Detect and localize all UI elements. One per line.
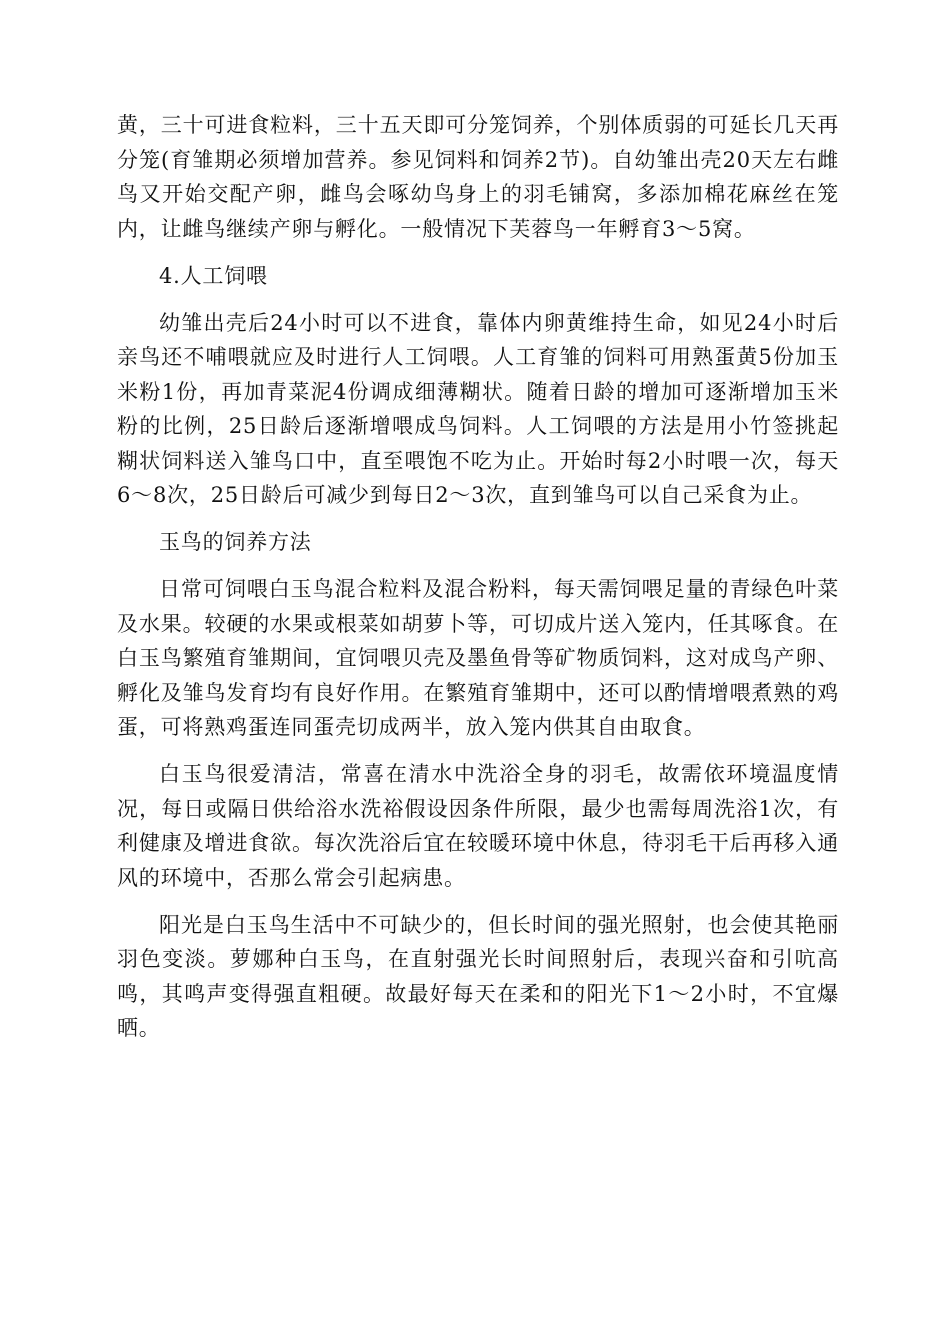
section-heading-jade-bird: 玉鸟的饲养方法	[159, 530, 312, 554]
document-body	[117, 108, 839, 1058]
paragraph-artificial-feeding: 幼雏出壳后24小时可以不进食，靠体内卵黄维持生命，如见24小时后亲鸟还不哺喂就应及时进行人工饲喂。人工育雏的饲料可用熟蛋黄5份加玉米粉1份，再加青菜泥4份调成细薄糊状。随着日龄的增加可逐渐增加玉米粉的比例，25日龄后逐渐增喂成鸟饲料。人工饲喂的方法是用小竹签挑起糊状饲料送入雏鸟口中，直至喂饱不吃为止。开始时每2小时喂一次，每天6～8次，25日龄后可减少到每日2～3次，直到雏鸟可以自己采食为止。	[117, 310, 839, 507]
section-heading-artificial-feeding: 4.人工饲喂	[159, 263, 268, 288]
paragraph-sunlight: 阳光是白玉鸟生活中不可缺少的，但长时间的强光照射，也会使其艳丽羽色变淡。萝娜种白玉鸟，在直射强光长时间照射后，表现兴奋和引吭高鸣，其鸣声变得强直粗硬。故最好每天在柔和的阳光下1～2小时，不宜爆晒。	[117, 912, 839, 1040]
paragraph-continuation: 黄，三十可进食粒料，三十五天即可分笼饲养，个别体质弱的可延长几天再分笼(育雏期必须增加营养。参见饲料和饲养2节)。自幼雏出壳20天左右雌鸟又开始交配产卵，雌鸟会啄幼鸟身上的羽毛铺窝，多添加棉花麻丝在笼内，让雌鸟继续产卵与孵化。一般情况下芙蓉鸟一年孵育3～5窝。	[117, 113, 839, 241]
paragraph-bathing: 白玉鸟很爱清洁，常喜在清水中洗浴全身的羽毛，故需依环境温度情况，每日或隔日供给浴水洗裕假设因条件所限，最少也需每周洗浴1次，有利健康及增进食欲。每次洗浴后宜在较暖环境中休息，待羽毛干后再移入通风的环境中，否那么常会引起病患。	[117, 762, 839, 890]
paragraph-daily-feeding: 日常可饲喂白玉鸟混合粒料及混合粉料，每天需饲喂足量的青绿色叶菜及水果。较硬的水果或根菜如胡萝卜等，可切成片送入笼内，任其啄食。在白玉鸟繁殖育雏期间，宜饲喂贝壳及墨鱼骨等矿物质饲料，这对成鸟产卵、孵化及雏鸟发育均有良好作用。在繁殖育雏期中，还可以酌情增喂煮熟的鸡蛋，可将熟鸡蛋连同蛋壳切成两半，放入笼内供其自由取食。	[117, 577, 839, 739]
